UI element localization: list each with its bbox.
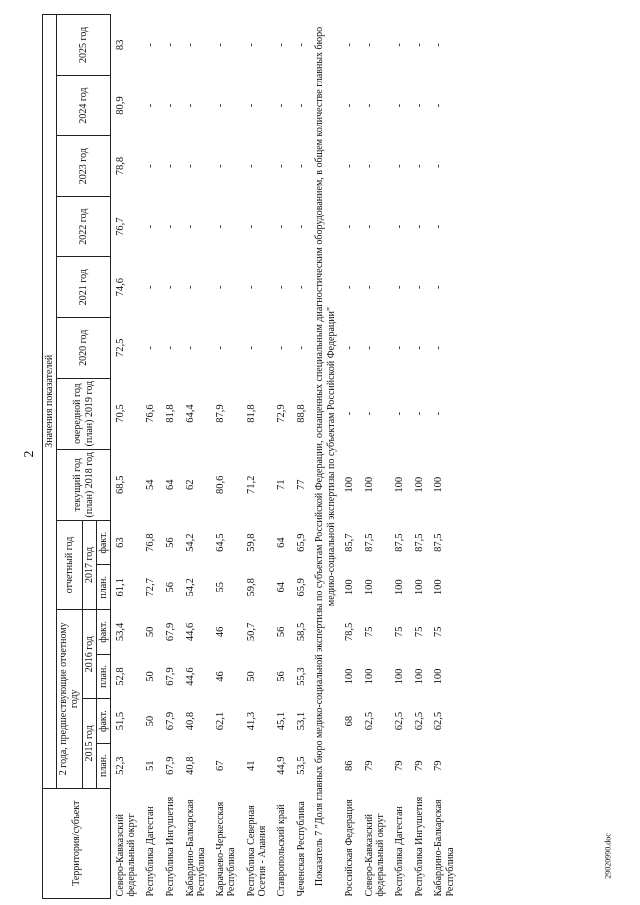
value-cell: 100 (343, 579, 355, 596)
territory-name: Республика Дагестан (145, 806, 157, 897)
value-cell: 65,9 (295, 533, 307, 552)
value-cell: 64 (275, 582, 287, 593)
value-cell: - (165, 43, 177, 47)
value-cell: - (413, 164, 425, 168)
header-values: Значения показателей (43, 15, 57, 789)
header-2022: 2022 год (57, 196, 111, 257)
value-cell: - (393, 285, 405, 289)
value-cell: 100 (413, 579, 425, 596)
header-2023: 2023 год (57, 136, 111, 197)
indicator-7-row (311, 15, 339, 899)
value-cell: - (145, 285, 157, 289)
table-row (110, 15, 141, 899)
value-cell: 100 (363, 579, 375, 596)
value-cell: - (363, 346, 375, 350)
table-row (340, 15, 360, 899)
header-2016: 2016 год (82, 610, 96, 699)
header-two-years: 2 года, предшествующие отчетному году (57, 610, 82, 788)
value-cell: 81,8 (245, 404, 257, 423)
value-cell: - (295, 43, 307, 47)
value-cell: - (245, 43, 257, 47)
value-cell: - (363, 411, 375, 416)
value-cell: 70,5 (114, 404, 126, 423)
value-cell: 55 (215, 582, 227, 593)
value-cell: 62,5 (363, 711, 375, 731)
value-cell: 56 (165, 582, 177, 593)
value-cell: - (363, 164, 375, 168)
value-cell: 67,9 (165, 711, 177, 731)
value-cell: - (343, 103, 355, 108)
value-cell: 87,9 (215, 404, 227, 423)
value-cell: 52,3 (114, 756, 126, 775)
value-cell: - (145, 103, 157, 108)
value-cell: - (413, 285, 425, 289)
header-2021: 2021 год (57, 257, 111, 318)
value-cell: 78,8 (114, 156, 126, 176)
value-cell: - (145, 346, 157, 350)
value-cell: - (275, 164, 287, 168)
value-cell: 50,7 (245, 622, 257, 642)
value-cell: - (295, 103, 307, 108)
value-cell: 67,9 (165, 667, 177, 686)
header-2025: 2025 год (57, 15, 111, 76)
header-fact: факт. (96, 699, 110, 744)
value-cell: - (393, 164, 405, 168)
value-cell: 62 (184, 479, 196, 491)
value-cell: - (184, 285, 196, 289)
value-cell: - (433, 285, 445, 289)
value-cell: - (433, 411, 445, 416)
table-row (242, 15, 272, 899)
value-cell: 62,1 (215, 711, 227, 731)
table-body (110, 15, 459, 899)
value-cell: 87,5 (393, 533, 405, 552)
value-cell: 46 (215, 626, 227, 638)
value-cell: 41,3 (245, 711, 257, 731)
value-cell: 77 (295, 479, 307, 491)
header-plan: план. (96, 654, 110, 699)
value-cell: 67 (215, 760, 227, 771)
value-cell: 79 (433, 760, 445, 771)
value-cell: - (215, 43, 227, 47)
table-row (141, 15, 161, 899)
header-2015: 2015 год (82, 699, 96, 788)
value-cell: - (215, 285, 227, 289)
value-cell: - (275, 346, 287, 350)
header-plan: план. (96, 565, 110, 610)
value-cell: 74,6 (114, 278, 126, 297)
value-cell: 53,5 (295, 756, 307, 775)
value-cell: - (343, 43, 355, 47)
header-2017: 2017 год (82, 520, 96, 609)
table-row (390, 15, 410, 899)
value-cell: 79 (363, 760, 375, 771)
page-number: 2 (22, 450, 37, 458)
value-cell: 100 (363, 476, 375, 493)
value-cell: - (413, 411, 425, 416)
value-cell: 83 (114, 39, 126, 51)
value-cell: - (145, 164, 157, 168)
value-cell: 64,4 (184, 404, 196, 423)
value-cell: 67,9 (165, 622, 177, 642)
value-cell: - (165, 103, 177, 108)
value-cell: - (393, 346, 405, 350)
value-cell: 100 (393, 668, 405, 685)
value-cell: 76,6 (145, 404, 157, 423)
value-cell: 72,9 (275, 404, 287, 423)
value-cell: 100 (433, 476, 445, 493)
territory-name: Республика Ингушетия (413, 796, 425, 897)
table-header (43, 15, 111, 899)
indicators-table (42, 14, 460, 899)
value-cell: - (393, 103, 405, 108)
value-cell: 61,1 (114, 578, 126, 597)
value-cell: 75 (363, 626, 375, 638)
value-cell: - (184, 164, 196, 168)
value-cell: - (413, 224, 425, 229)
value-cell: 81,8 (165, 404, 177, 423)
value-cell: 75 (433, 626, 445, 638)
value-cell: 51 (145, 760, 157, 771)
table-row (429, 15, 459, 899)
value-cell: - (343, 164, 355, 168)
value-cell: 56 (275, 671, 287, 682)
value-cell: 100 (343, 668, 355, 685)
territory-name: Республика Северная Осетия - Алания (245, 805, 268, 897)
value-cell: - (343, 346, 355, 350)
value-cell: 56 (275, 626, 287, 638)
value-cell: 88,8 (295, 404, 307, 423)
value-cell: - (165, 224, 177, 229)
value-cell: 75 (413, 626, 425, 638)
value-cell: 40,8 (184, 756, 196, 775)
value-cell: 50 (145, 671, 157, 682)
value-cell: 62,5 (413, 711, 425, 731)
value-cell: 75 (393, 626, 405, 638)
header-territory: Территория/субъект (43, 788, 111, 898)
value-cell: 52,8 (114, 667, 126, 686)
value-cell: 72,7 (145, 578, 157, 597)
table-row (410, 15, 430, 899)
value-cell: 65,9 (295, 578, 307, 597)
value-cell: - (245, 164, 257, 168)
value-cell: - (343, 411, 355, 416)
value-cell: 44,6 (184, 667, 196, 686)
value-cell: - (295, 224, 307, 229)
value-cell: 76,8 (145, 533, 157, 552)
value-cell: - (413, 103, 425, 108)
value-cell: 50 (145, 715, 157, 727)
value-cell: 55,3 (295, 667, 307, 686)
table-row (211, 15, 241, 899)
value-cell: 54,2 (184, 533, 196, 552)
file-name: 29020990.doc (603, 833, 613, 879)
value-cell: 100 (433, 668, 445, 685)
territory-name: Ставропольский край (275, 804, 287, 897)
value-cell: - (343, 224, 355, 229)
territory-name: Чеченская Республика (295, 801, 307, 897)
value-cell: - (295, 164, 307, 168)
territory-name: Кабардино-Балкарская Республика (184, 799, 207, 897)
value-cell: 72,5 (114, 338, 126, 357)
value-cell: - (363, 285, 375, 289)
table-row (292, 15, 312, 899)
value-cell: 63 (114, 537, 126, 548)
value-cell: 76,7 (114, 217, 126, 236)
header-report-year: отчетный год (57, 520, 82, 609)
value-cell: - (215, 224, 227, 229)
value-cell: - (245, 346, 257, 350)
value-cell: 100 (393, 579, 405, 596)
territory-name: Северо-Кавказский федеральный округ (114, 813, 138, 897)
value-cell: 80,6 (215, 475, 227, 494)
territory-name: Российская Федерация (343, 799, 355, 897)
header-next-year: очередной год (план) 2019 год (57, 378, 111, 449)
value-cell: - (295, 285, 307, 289)
value-cell: 54,2 (184, 578, 196, 597)
value-cell: 41 (245, 760, 257, 771)
value-cell: 71 (275, 479, 287, 491)
value-cell: 46 (215, 671, 227, 682)
value-cell: 64 (275, 537, 287, 548)
table-row (181, 15, 211, 899)
value-cell: 51,5 (114, 711, 126, 731)
territory-name: Карачаево-Черкесская Республика (215, 801, 238, 897)
header-fact: факт. (96, 610, 110, 655)
value-cell: - (145, 43, 157, 47)
value-cell: 78,5 (343, 622, 355, 642)
value-cell: 56 (165, 537, 177, 548)
table-row (161, 15, 181, 899)
value-cell: 79 (393, 760, 405, 771)
header-plan: план. (96, 743, 110, 788)
value-cell: 87,5 (433, 533, 445, 552)
value-cell: 100 (413, 668, 425, 685)
value-cell: - (393, 224, 405, 229)
value-cell: 100 (433, 579, 445, 596)
value-cell: 59,8 (245, 578, 257, 597)
value-cell: 40,8 (184, 711, 196, 731)
value-cell: 62,5 (393, 711, 405, 731)
value-cell: 44,9 (275, 756, 287, 775)
value-cell: - (245, 285, 257, 289)
value-cell: - (393, 411, 405, 416)
value-cell: 64 (165, 479, 177, 491)
value-cell: 54 (145, 479, 157, 491)
value-cell: - (165, 285, 177, 289)
value-cell: 59,8 (245, 533, 257, 552)
value-cell: 80,9 (114, 96, 126, 115)
value-cell: - (433, 164, 445, 168)
value-cell: - (433, 103, 445, 108)
value-cell: - (165, 346, 177, 350)
header-2020: 2020 год (57, 317, 111, 378)
value-cell: - (184, 224, 196, 229)
value-cell: 87,5 (413, 533, 425, 552)
territory-name: Республика Ингушетия (165, 796, 177, 897)
value-cell: - (393, 43, 405, 47)
value-cell: - (275, 43, 287, 47)
value-cell: 68,5 (114, 475, 126, 494)
table-row (272, 15, 292, 899)
value-cell: - (343, 285, 355, 289)
value-cell: 100 (363, 668, 375, 685)
value-cell: - (184, 103, 196, 108)
territory-name: Северо-Кавказский федеральный округ (363, 813, 386, 897)
value-cell: 87,5 (363, 533, 375, 552)
value-cell: - (363, 103, 375, 108)
value-cell: 71,2 (245, 475, 257, 494)
territory-name: Республика Дагестан (393, 806, 405, 897)
value-cell: - (165, 164, 177, 168)
value-cell: - (433, 346, 445, 350)
value-cell: - (363, 224, 375, 229)
header-2024: 2024 год (57, 75, 111, 136)
value-cell: - (245, 224, 257, 229)
value-cell: - (295, 346, 307, 350)
value-cell: 100 (343, 476, 355, 493)
indicator-7-title: Показатель 7 "Доля главных бюро медико-социальной экспертизы по субъектам Российской Федерации, оснащенных специальным диагностическим оборудованием, в общем количестве главных бюро медико-социальной экспертизы по субъектам Российской Федерации" (314, 26, 337, 887)
header-fact: факт. (96, 520, 110, 565)
value-cell: - (433, 224, 445, 229)
value-cell: 50 (145, 626, 157, 638)
value-cell: 100 (413, 476, 425, 493)
table-row (360, 15, 390, 899)
value-cell: 79 (413, 760, 425, 771)
value-cell: - (215, 164, 227, 168)
value-cell: - (433, 43, 445, 47)
value-cell: 68 (343, 715, 355, 727)
value-cell: 53,1 (295, 711, 307, 731)
value-cell: 85,7 (343, 533, 355, 552)
value-cell: 86 (343, 760, 355, 771)
value-cell: 64,5 (215, 533, 227, 552)
value-cell: 53,4 (114, 622, 126, 642)
value-cell: - (215, 103, 227, 108)
value-cell: - (145, 224, 157, 229)
value-cell: - (363, 43, 375, 47)
value-cell: 50 (245, 671, 257, 682)
value-cell: - (184, 346, 196, 350)
territory-name: Кабардино-Балкарская Республика (433, 799, 456, 897)
value-cell: 44,6 (184, 622, 196, 642)
value-cell: 45,1 (275, 711, 287, 731)
value-cell: - (275, 103, 287, 108)
value-cell: - (413, 346, 425, 350)
value-cell: - (275, 224, 287, 229)
value-cell: - (184, 43, 196, 47)
value-cell: 100 (393, 476, 405, 493)
value-cell: 58,5 (295, 622, 307, 642)
header-current-year: текущий год (план) 2018 год (57, 449, 111, 520)
value-cell: - (275, 285, 287, 289)
value-cell: 67,9 (165, 756, 177, 775)
value-cell: - (245, 103, 257, 108)
value-cell: 62,5 (433, 711, 445, 731)
value-cell: - (215, 346, 227, 350)
value-cell: - (413, 43, 425, 47)
